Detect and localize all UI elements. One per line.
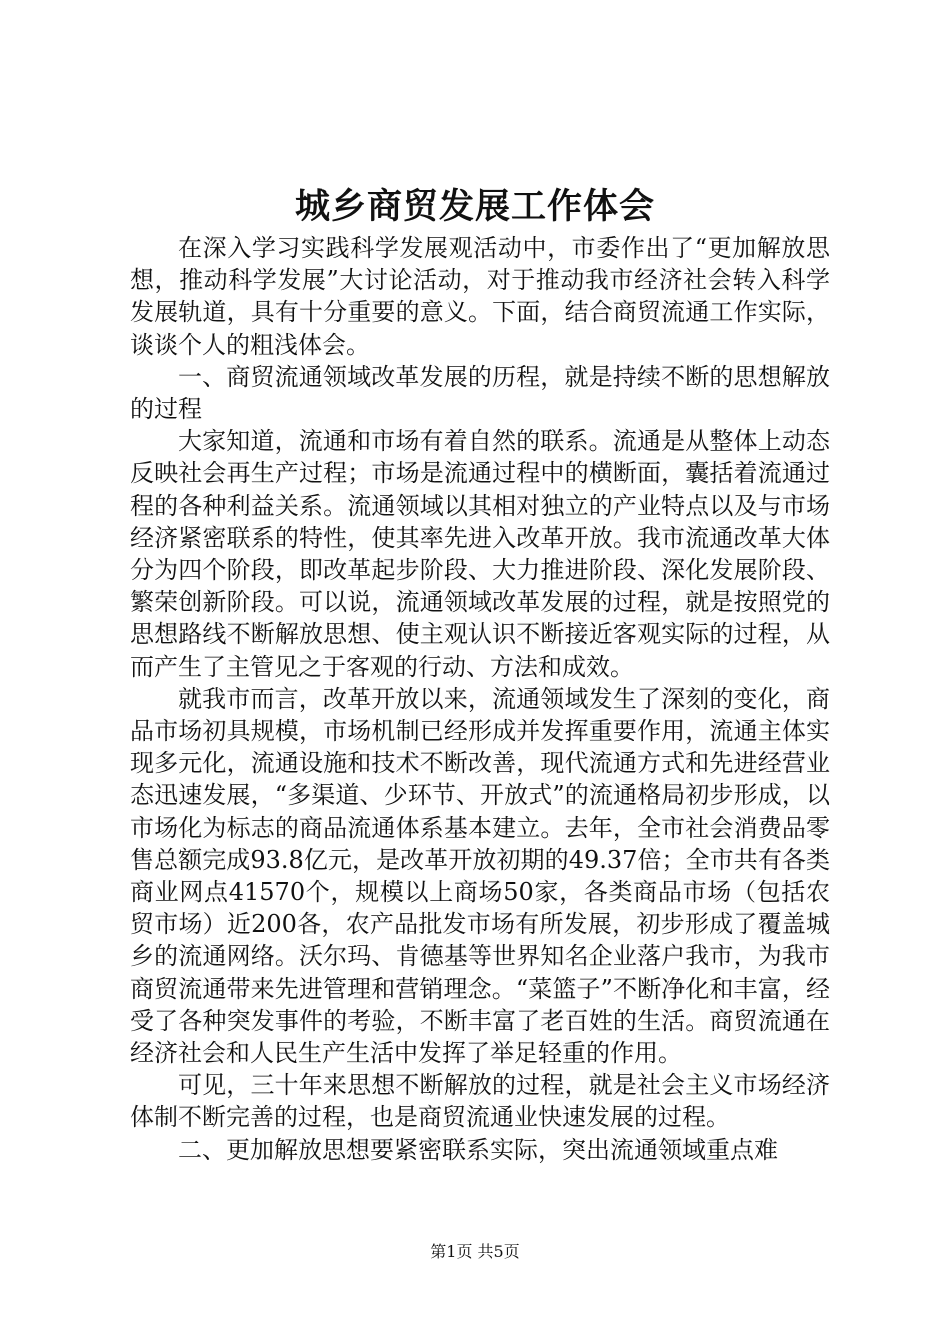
paragraph-city-changes: 就我市而言，改革开放以来，流通领域发生了深刻的变化，商品市场初具规模，市场机制已经形成并发挥重要作用，流通主体实现多元化，流通设施和技术不断改善，现代流通方式和先进经营业态迅速发展，“多渠道、少环节、开放式”的流通格局初步形成，以市场化为标志的商品流通体系基本建立。去年，全市社会消费品零售总额完成93.8亿元，是改革开放初期的49.37倍；全市共有各类商业网点41570个，规模以上商场50家，各类商品市场（包括农贸市场）近200各，农产品批发市场有所发展，初步形成了覆盖城乡的流通网络。沃尔玛、肯德基等世界知名企业落户我市，为我市商贸流通带来先进管理和营销理念。“菜篮子”不断净化和丰富，经受了各种突发事件的考验，不断丰富了老百姓的生活。商贸流通在经济社会和人民生产生活中发挥了举足轻重的作用。 [130, 684, 830, 1068]
paragraph-intro: 在深入学习实践科学发展观活动中，市委作出了“更加解放思想，推动科学发展”大讨论活动，对于推动我市经济社会转入科学发展轨道，具有十分重要的意义。下面，结合商贸流通工作实际，谈谈个人的粗浅体会。 [130, 234, 830, 359]
paragraph-conclusion: 可见，三十年来思想不断解放的过程，就是社会主义市场经济体制不断完善的过程，也是商贸流通业快速发展的过程。 [130, 1071, 830, 1132]
document-title: 城乡商贸发展工作体会 [294, 186, 655, 227]
section-heading-2: 二、更加解放思想要紧密联系实际，突出流通领域重点难 [178, 1135, 778, 1164]
section-heading-1: 一、商贸流通领域改革发展的历程，就是持续不断的思想解放的过程 [130, 362, 830, 424]
page-footer: 第1页 共5页 [430, 1242, 520, 1261]
document-body [130, 232, 830, 1166]
paragraph-circulation-market: 大家知道，流通和市场有着自然的联系。流通是从整体上动态反映社会再生产过程；市场是流通过程中的横断面，囊括着流通过程的各种利益关系。流通领域以其相对独立的产业特点以及与市场经济紧密联系的特性，使其率先进入改革开放。我市流通改革大体分为四个阶段，即改革起步阶段、大力推进阶段、深化发展阶段、繁荣创新阶段。可以说，流通领域改革发展的过程，就是按照党的思想路线不断解放思想、使主观认识不断接近客观实际的过程，从而产生了主管见之于客观的行动、方法和成效。 [130, 427, 830, 681]
